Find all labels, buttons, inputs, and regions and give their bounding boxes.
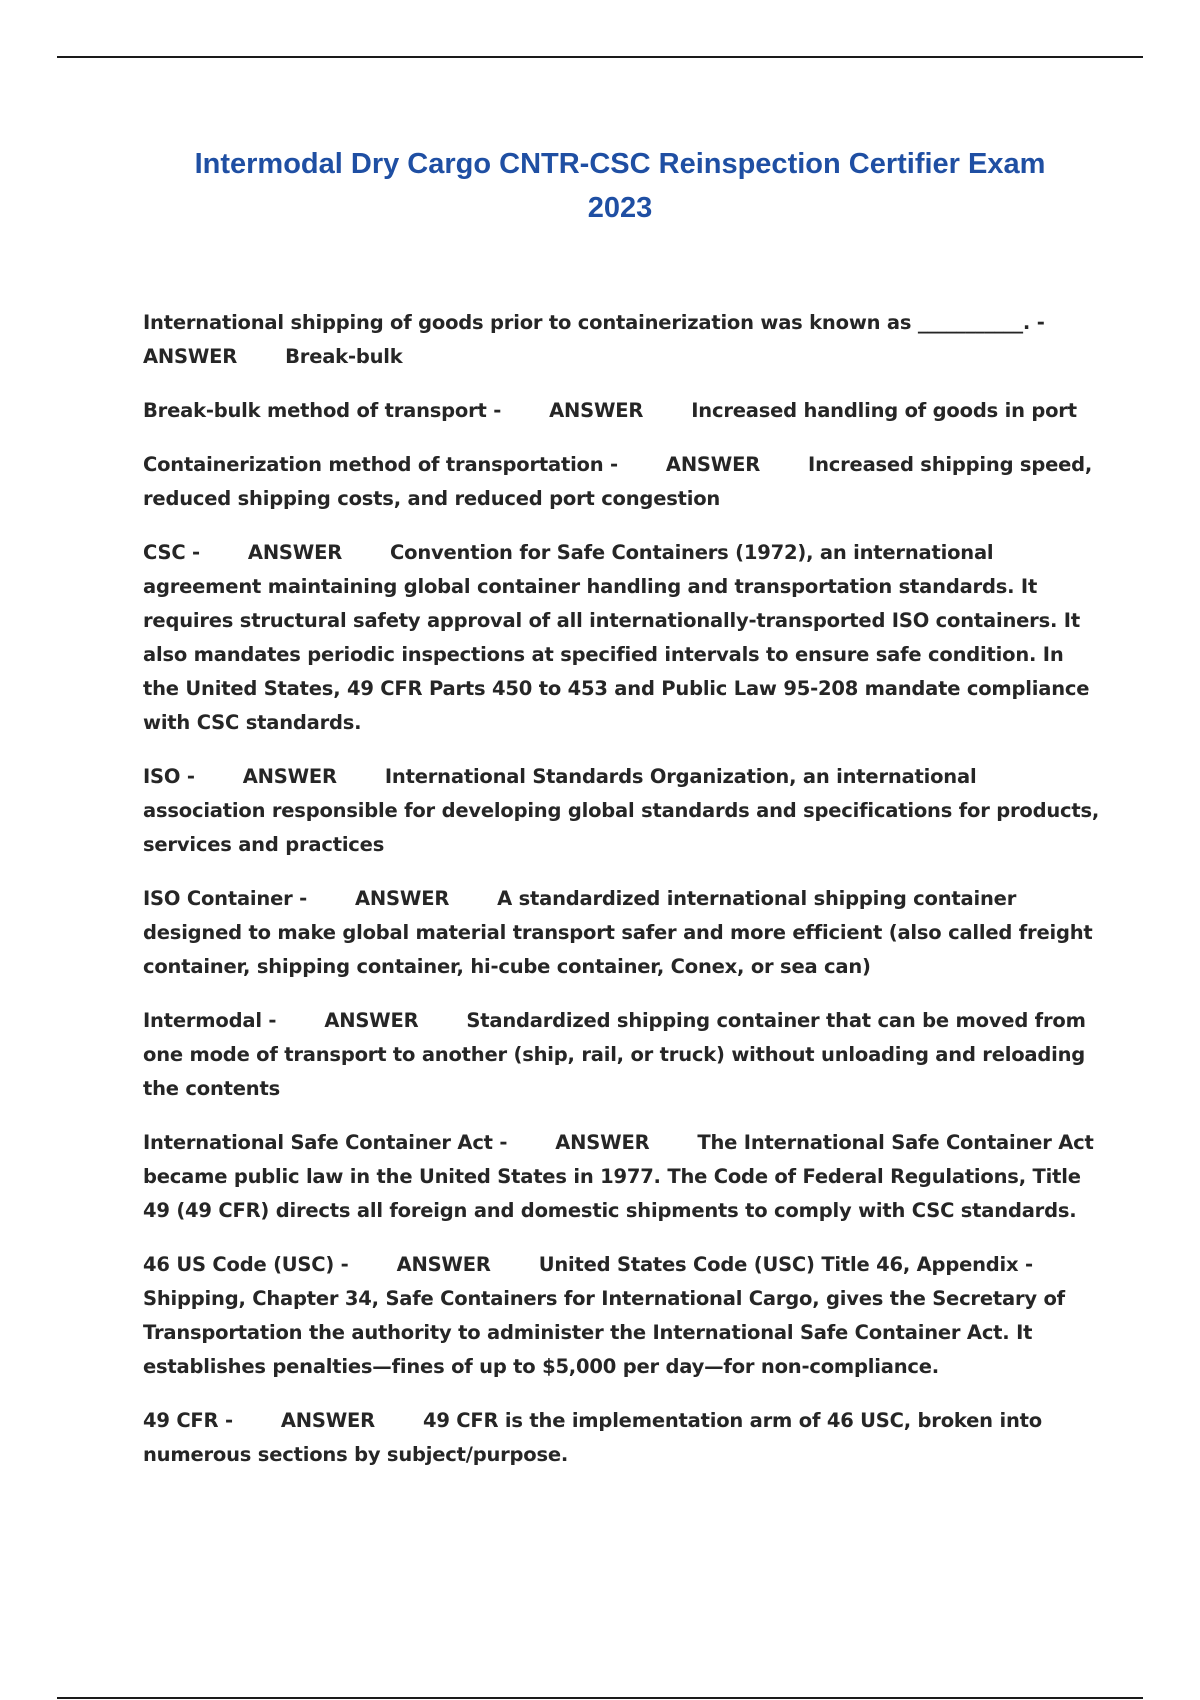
answer-label: ANSWER [324,1009,419,1032]
answer-text: Standardized shipping container that can be moved from one mode of transport to another (ship, rail, or truck) without unloading and reloading the contents [143,1009,1086,1100]
qa-item [143,536,1103,740]
question-text: CSC - [143,541,200,564]
qa-list [143,306,1103,1492]
qa-item [143,448,1103,516]
qa-item [143,760,1103,862]
answer-label: ANSWER [555,1131,650,1154]
qa-item [143,306,1103,374]
top-rule [57,56,1143,58]
qa-item [143,1004,1103,1106]
answer-text: United States Code (USC) Title 46, Appendix - Shipping, Chapter 34, Safe Containers for International Cargo, gives the Secretary of Transportation the authority to administer the International Safe Container Act. It establishes penalties—fines of up to $5,000 per day—for non-compliance. [143,1253,1065,1378]
answer-text: Increased handling of goods in port [691,399,1077,422]
answer-label: ANSWER [549,399,644,422]
title-line-1: Intermodal Dry Cargo CNTR-CSC Reinspection Certifier Exam [194,148,1046,180]
question-text: 46 US Code (USC) - [143,1253,349,1276]
answer-label: ANSWER [396,1253,491,1276]
question-text: International Safe Container Act - [143,1131,508,1154]
question-text: Intermodal - [143,1009,277,1032]
title-line-2: 2023 [587,192,653,224]
question-text: ISO - [143,765,195,788]
answer-text: International Standards Organization, an international association responsible for developing global standards and specifications for products, services and practices [143,765,1100,856]
question-text: International shipping of goods prior to containerization was known as ___________. - [143,311,1045,334]
qa-item [143,882,1103,984]
answer-text: A standardized international shipping container designed to make global material transport safer and more efficient (also called freight container, shipping container, hi-cube container, Conex, or sea can) [143,887,1093,978]
qa-item [143,1126,1103,1228]
qa-item [143,1404,1103,1472]
question-text: 49 CFR - [143,1409,233,1432]
qa-item [143,1248,1103,1384]
bottom-rule [57,1697,1143,1699]
answer-text: Convention for Safe Containers (1972), an international agreement maintaining global container handling and transportation standards. It requires structural safety approval of all internationally-transported ISO containers. It also mandates periodic inspections at specified intervals to ensure safe condition. In the United States, 49 CFR Parts 450 to 453 and Public Law 95-208 mandate compliance with CSC standards. [143,541,1090,734]
answer-label: ANSWER [242,765,337,788]
answer-label: ANSWER [247,541,343,564]
answer-text: The International Safe Container Act became public law in the United States in 1977. The Code of Federal Regulations, Title 49 (49 CFR) directs all foreign and domestic shipments to comply with CSC standards. [143,1131,1094,1222]
question-text: Break-bulk method of transport - [143,399,502,422]
answer-text: 49 CFR is the implementation arm of 46 USC, broken into numerous sections by subject/purpose. [143,1409,1042,1466]
qa-item [143,394,1103,428]
answer-label: ANSWER [280,1409,375,1432]
question-text: Containerization method of transportation - [143,453,618,476]
answer-text: Break-bulk [285,345,403,368]
page-title [130,142,1110,230]
answer-label: ANSWER [143,345,238,368]
question-text: ISO Container - [143,887,308,910]
answer-label: ANSWER [355,887,450,910]
answer-label: ANSWER [665,453,761,476]
answer-text: Increased shipping speed, reduced shipping costs, and reduced port congestion [143,453,1093,510]
